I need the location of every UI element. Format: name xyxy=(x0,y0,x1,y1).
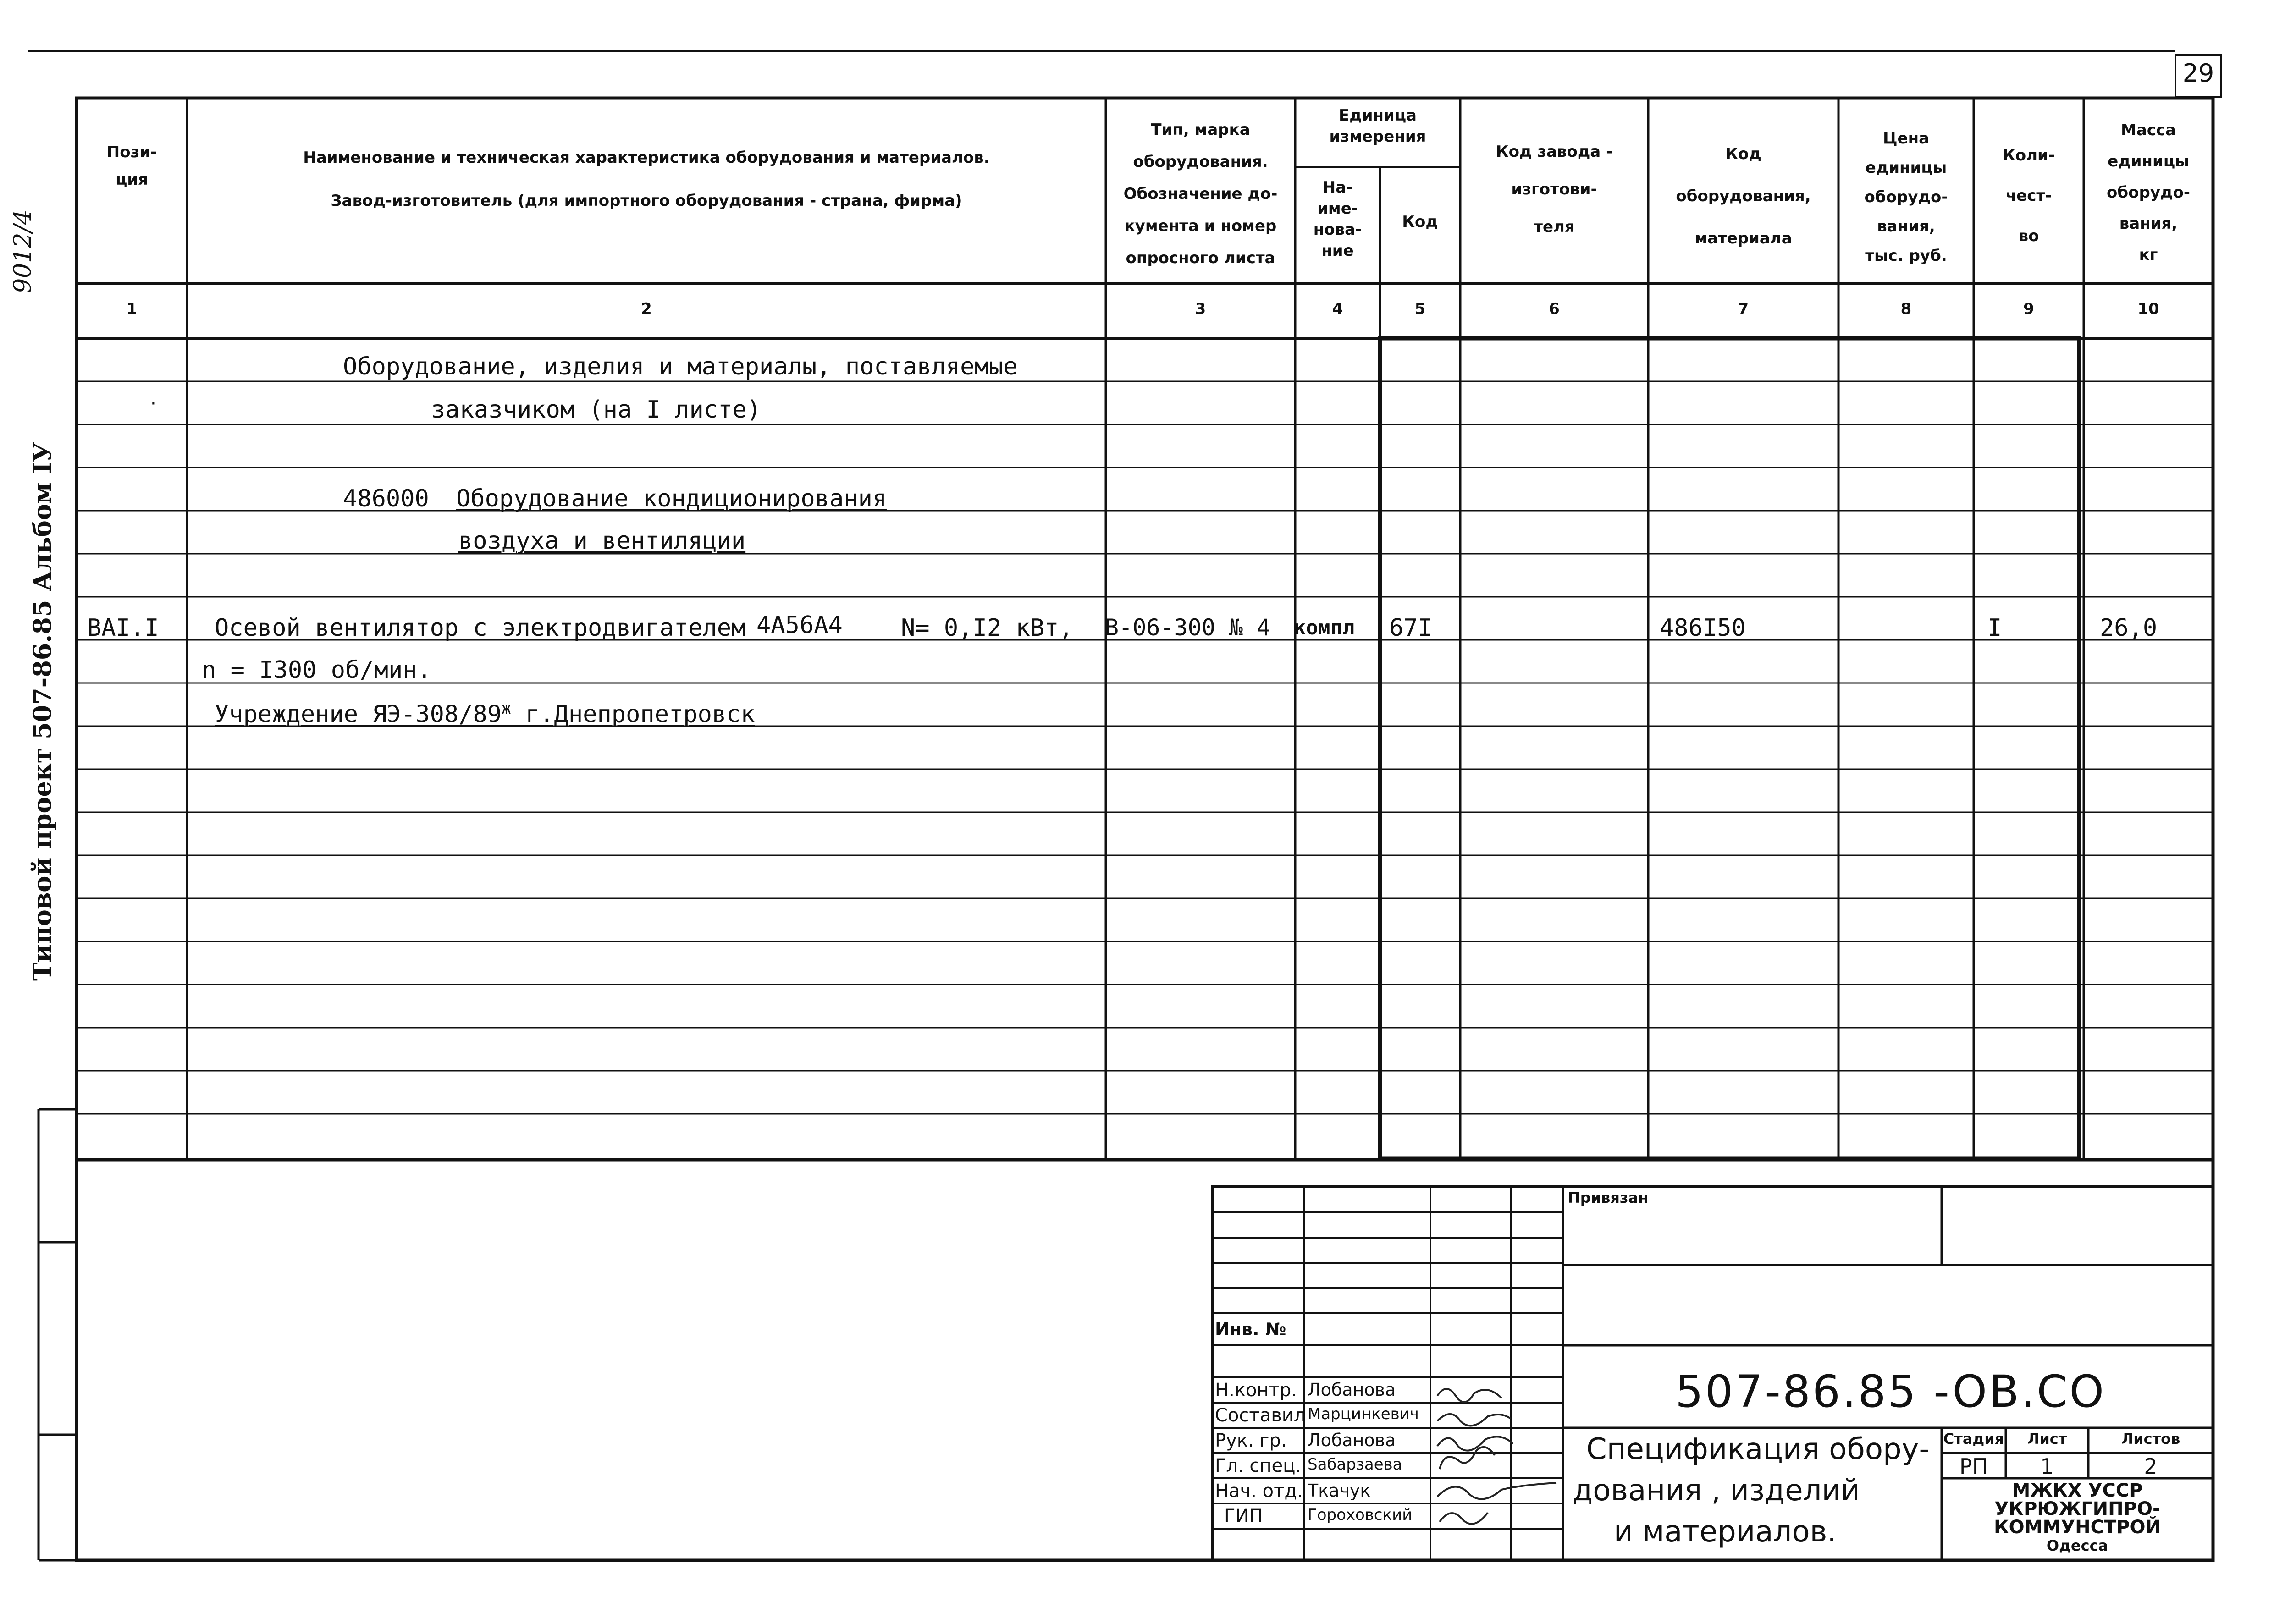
header-text: кумента и номер xyxy=(1124,217,1277,235)
item-name-line3 xyxy=(215,699,755,728)
subsection-heading-line2: воздуха и вентиляции xyxy=(458,527,746,555)
header-text: Масса xyxy=(2120,121,2176,139)
header-text: чест- xyxy=(2005,187,2052,205)
header-text: теля xyxy=(1534,218,1575,236)
column-number: 2 xyxy=(641,300,652,318)
header-text: На- xyxy=(1322,178,1353,197)
role-label: Составил xyxy=(1215,1405,1306,1426)
header-text: оборудования, xyxy=(1676,187,1811,205)
role-label: Рук. гр. xyxy=(1215,1430,1287,1451)
role-label: Гл. спец. xyxy=(1215,1455,1302,1476)
item-type-mark: B-06-300 № 4 xyxy=(1105,614,1271,641)
item-quantity: I xyxy=(1987,614,2002,642)
header-text: оборудо- xyxy=(2107,183,2190,202)
header-text: изготови- xyxy=(1511,180,1597,198)
dot-mark: · xyxy=(150,393,156,414)
item-power: N= 0,I2 кВт, xyxy=(901,614,1073,642)
header-text: единицы xyxy=(1865,159,1947,177)
header-text: ние xyxy=(1321,242,1354,260)
column-number: 8 xyxy=(1900,300,1912,318)
sheet-label: Лист xyxy=(2027,1430,2067,1448)
header-col7 xyxy=(1648,133,1838,259)
item-motor: 4A56A4 xyxy=(756,611,843,639)
header-text: единицы xyxy=(2108,152,2189,171)
column-number: 1 xyxy=(126,300,138,318)
org-line: УКРЮЖГИПРО- xyxy=(1994,1498,2160,1519)
header-text: Код xyxy=(1725,145,1761,163)
header-text: Пози- xyxy=(106,143,157,161)
header-text: кг xyxy=(2139,246,2158,264)
column-number: 6 xyxy=(1549,300,1560,318)
header-text: име- xyxy=(1317,199,1358,218)
person-name: Марцинкевич xyxy=(1308,1405,1419,1423)
header-col8 xyxy=(1838,124,1974,270)
column-number: 3 xyxy=(1195,300,1206,318)
item-mass: 26,0 xyxy=(2100,614,2158,642)
sheets-label: Листов xyxy=(2121,1430,2180,1448)
header-col5: Код xyxy=(1402,213,1438,231)
header-col6 xyxy=(1460,133,1648,246)
person-name: Лобанова xyxy=(1308,1380,1396,1400)
header-text: Наименование и техническая характеристика оборудования и материалов. xyxy=(303,149,990,167)
page-number: 29 xyxy=(2182,59,2214,88)
header-col10 xyxy=(2084,115,2213,270)
header-text: вания, xyxy=(1877,217,1935,236)
header-text: оборудования. xyxy=(1133,153,1268,171)
person-name: Лобанова xyxy=(1308,1430,1396,1450)
document-code: 507-86.85 -OB.CO xyxy=(1675,1366,2106,1417)
role-label: ГИП xyxy=(1224,1506,1263,1527)
item-name-line1: Осевой вентилятор с электродвигателем xyxy=(215,614,746,642)
role-label: Н.контр. xyxy=(1215,1380,1297,1401)
org-line: Одесса xyxy=(2046,1537,2108,1554)
project-title: Типовой проект 507-86.85 Альбом IУ xyxy=(28,442,57,981)
privyazan-label: Привязан xyxy=(1568,1189,1649,1206)
item-equipment-code: 486I50 xyxy=(1660,614,1746,642)
org-line: КОММУНСТРОЙ xyxy=(1993,1517,2161,1538)
person-name: Sабарзаева xyxy=(1308,1455,1402,1474)
header-col1 xyxy=(77,142,187,191)
item-name-line2: n = I300 об/мин. xyxy=(202,656,431,684)
header-col3 xyxy=(1106,114,1295,274)
inventory-number-label: Инв. № xyxy=(1215,1319,1286,1339)
header-text: тыс. руб. xyxy=(1865,247,1947,265)
item-unit-code: 67I xyxy=(1389,614,1432,642)
stage-label: Стадия xyxy=(1943,1430,2004,1448)
section-heading-line2: заказчиком (на I листе) xyxy=(431,396,762,424)
person-name: Гороховский xyxy=(1308,1506,1413,1524)
doc-title-line3: и материалов. xyxy=(1614,1515,1837,1549)
sheet-value: 1 xyxy=(2040,1454,2054,1479)
section-heading-line1: Оборудование, изделия и материалы, поставляемые xyxy=(343,353,1018,380)
doc-title-line2: дования , изделий xyxy=(1573,1474,1860,1508)
item-unit-name: компл xyxy=(1294,616,1355,639)
header-text: оборудо- xyxy=(1864,188,1948,206)
header-text: во xyxy=(2018,227,2039,245)
archive-number: 9012/4 xyxy=(9,209,37,293)
org-line: МЖКХ УССР xyxy=(2012,1480,2143,1501)
header-text: ция xyxy=(116,170,148,189)
item-position: BAI.I xyxy=(87,614,159,642)
header-text: вания, xyxy=(2119,215,2178,233)
header-text: нова- xyxy=(1313,220,1362,239)
stage-value: РП xyxy=(1959,1454,1988,1479)
header-col9 xyxy=(1974,135,2084,256)
sheets-value: 2 xyxy=(2144,1454,2158,1479)
signature-scribbles xyxy=(1433,1377,1570,1533)
column-number: 4 xyxy=(1332,300,1343,318)
column-number: 7 xyxy=(1738,300,1749,318)
header-col2 xyxy=(187,148,1106,212)
header-text: Коли- xyxy=(2003,146,2055,165)
column-number: 5 xyxy=(1414,300,1426,318)
header-text: Обозначение до- xyxy=(1123,185,1278,203)
header-text: материала xyxy=(1694,229,1792,248)
header-text: опросного листа xyxy=(1126,249,1275,267)
header-text: Тип, марка xyxy=(1151,121,1250,139)
item-org-city: г.Днепропетровск xyxy=(511,700,755,728)
item-org-sup: ж xyxy=(502,699,511,718)
header-text: Единица xyxy=(1339,106,1417,125)
header-col45-title xyxy=(1295,105,1460,148)
header-text: измерения xyxy=(1329,127,1426,146)
role-label: Нач. отд. xyxy=(1215,1481,1303,1502)
header-text: Цена xyxy=(1882,129,1930,148)
organization xyxy=(1942,1481,2213,1555)
header-col4 xyxy=(1295,177,1380,261)
column-number: 9 xyxy=(2023,300,2034,318)
item-org: Учреждение ЯЭ-308/89 xyxy=(215,700,502,728)
header-text: Код завода - xyxy=(1496,143,1613,161)
column-number: 10 xyxy=(2137,300,2159,318)
person-name: Ткачук xyxy=(1308,1481,1371,1501)
section-code: 486000 xyxy=(343,485,429,512)
subsection-heading-line1: Оборудование кондиционирования xyxy=(456,485,887,512)
doc-title-line1: Спецификация обору- xyxy=(1586,1432,1930,1466)
header-text: Завод-изготовитель (для импортного оборудования - страна, фирма) xyxy=(331,191,962,210)
